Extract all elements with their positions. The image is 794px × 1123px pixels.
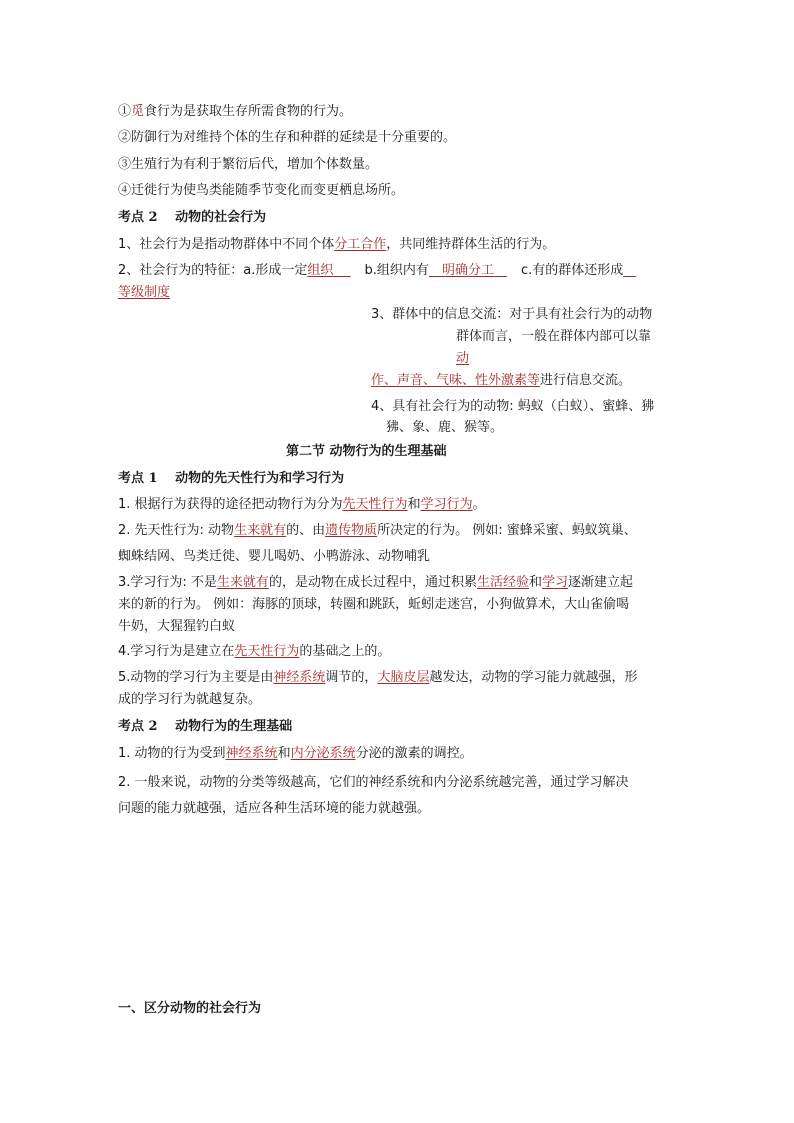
- section-2-title: 第二节 动物行为的生理基础: [286, 444, 447, 459]
- social-2-mid-2: c.有的群体还形成: [520, 263, 624, 278]
- answer-endocrine-system: 内分泌系统: [290, 746, 356, 761]
- answer-action-start: 动: [456, 351, 470, 366]
- kp1-2-suffix: 所决定的行为。 例如: 蜜蜂采蜜、蚂蚁筑巢、: [377, 523, 637, 538]
- kp1-3-mid-2: 和: [528, 575, 542, 590]
- kp1-item-3: [118, 574, 633, 592]
- kp1-2-mid: 的、由: [286, 523, 326, 538]
- social-1-suffix: ，共同维持群体生活的行为。: [386, 237, 556, 252]
- kp1-item-2: [118, 522, 637, 540]
- kp1-3-suffix: 逐渐建立起: [568, 575, 634, 590]
- function-line-4: ④迁徙行为使鸟类能随季节变化而变更栖息场所。: [118, 183, 405, 198]
- kp1-5-suffix: 越发达，动物的学习能力就越强，形: [429, 670, 638, 685]
- social-3-suffix: 进行信息交流。: [540, 373, 632, 388]
- kp1-1-and: 和: [407, 497, 421, 512]
- social-line-3a: 3、群体中的信息交流：对于具有社会行为的动物: [371, 307, 653, 322]
- kp1-1-suffix: 。: [472, 497, 486, 512]
- kp1-item-5: [118, 669, 637, 687]
- social-line-4b: 狒、象、鹿、猴等。: [386, 420, 504, 435]
- foraging-highlight: 觅: [131, 104, 145, 119]
- kp1-4-prefix: 4.学习行为是建立在: [118, 644, 235, 659]
- physio-1-and: 和: [277, 746, 291, 761]
- physio-item-2-cont: 问题的能力就越强，适应各种生活环境的能力就越强。: [118, 801, 431, 816]
- kp1-5-prefix: 5.动物的学习行为主要是由: [118, 670, 274, 685]
- social-line-2-cont: [118, 284, 170, 302]
- kp1-1-prefix: 1. 根据行为获得的途径把动物行为分为: [118, 497, 343, 512]
- kp1-3-mid-1: 的，是动物在成长过程中，通过积累: [268, 575, 477, 590]
- kp2-social-heading: 考点 2 动物的社会行为: [118, 210, 267, 225]
- social-2-prefix: 2、社会行为的特征：a.形成一定: [118, 263, 308, 278]
- kp1-3-prefix: 3.学习行为: 不是: [118, 575, 217, 590]
- social-line-3d: [371, 372, 631, 390]
- physio-item-1: [118, 745, 473, 763]
- social-2-mid-1: b.组织内有: [364, 263, 429, 278]
- kp1-item-5-cont: 成的学习行为就越复杂。: [118, 692, 262, 707]
- social-1-prefix: 1、社会行为是指动物群体中不同个体: [118, 237, 335, 252]
- answer-innate-behavior: 先天性行为: [342, 497, 408, 512]
- physio-item-2: 2. 一般来说，动物的分类等级越高，它们的神经系统和内分泌系统越完善，通过学习解决: [118, 775, 629, 790]
- answer-cerebral-cortex: 大脑皮层: [377, 670, 430, 685]
- function-line-3: ③生殖行为有利于繁衍后代，增加个体数量。: [118, 157, 379, 172]
- social-line-2: [118, 262, 636, 280]
- kp1-item-1: [118, 496, 486, 514]
- social-line-3c: [456, 350, 469, 368]
- answer-organization: 组织: [307, 263, 334, 278]
- social-line-3b: 群体而言，一般在群体内部可以靠: [456, 329, 652, 344]
- kp1-heading: 考点 1 动物的先天性行为和学习行为: [118, 471, 345, 486]
- social-line-1: [118, 236, 555, 254]
- numeral-1: ①: [118, 104, 132, 119]
- answer-division-of-labor: 分工合作: [334, 237, 387, 252]
- kp1-item-2-cont: 蜘蛛结网、鸟类迁徙、婴儿喝奶、小鸭游泳、动物哺乳: [118, 549, 431, 564]
- answer-life-experience: 生活经验: [476, 575, 529, 590]
- physio-1-suffix: 分泌的激素的调控。: [355, 746, 473, 761]
- kp1-item-3-cont-1: 来的新的行为。 例如：海豚的顶球，转圈和跳跃，蚯蚓走迷宫，小狗做算术，大山雀偷喝: [118, 597, 630, 612]
- answer-genetic-material: 遗传物质: [325, 523, 378, 538]
- function-line-2: ②防御行为对维持个体的生存和种群的延续是十分重要的。: [118, 130, 457, 145]
- answer-born-with-2: 生来就有: [216, 575, 269, 590]
- answer-innate-basis: 先天性行为: [234, 644, 300, 659]
- kp1-item-4: [118, 643, 390, 661]
- answer-nervous-system-2: 神经系统: [225, 746, 278, 761]
- exercise-heading: 一、区分动物的社会行为: [118, 1001, 262, 1016]
- answer-communication-means: 作、声音、气味、性外激素等: [371, 373, 541, 388]
- answer-born-with: 生来就有: [234, 523, 287, 538]
- social-line-4a: 4、具有社会行为的动物: 蚂蚁（白蚁）、蜜蜂、狒: [371, 399, 655, 414]
- answer-learning: 学习: [541, 575, 568, 590]
- answer-nervous-system: 神经系统: [273, 670, 326, 685]
- kp1-5-mid: 调节的，: [325, 670, 378, 685]
- function-1-text: 食行为是获取生存所需食物的行为。: [144, 104, 353, 119]
- answer-hierarchy: 等级制度: [118, 285, 171, 300]
- physio-1-prefix: 1. 动物的行为受到: [118, 746, 226, 761]
- kp1-item-3-cont-2: 牛奶，大猩猩钓白蚁: [118, 619, 236, 634]
- kp1-2-prefix: 2. 先天性行为: 动物: [118, 523, 235, 538]
- answer-clear-division: 明确分工: [441, 263, 494, 278]
- kp2-physio-heading: 考点 2 动物行为的生理基础: [118, 719, 293, 734]
- function-line-1: [118, 103, 352, 121]
- kp1-4-suffix: 的基础之上的。: [299, 644, 391, 659]
- answer-learned-behavior: 学习行为: [420, 497, 473, 512]
